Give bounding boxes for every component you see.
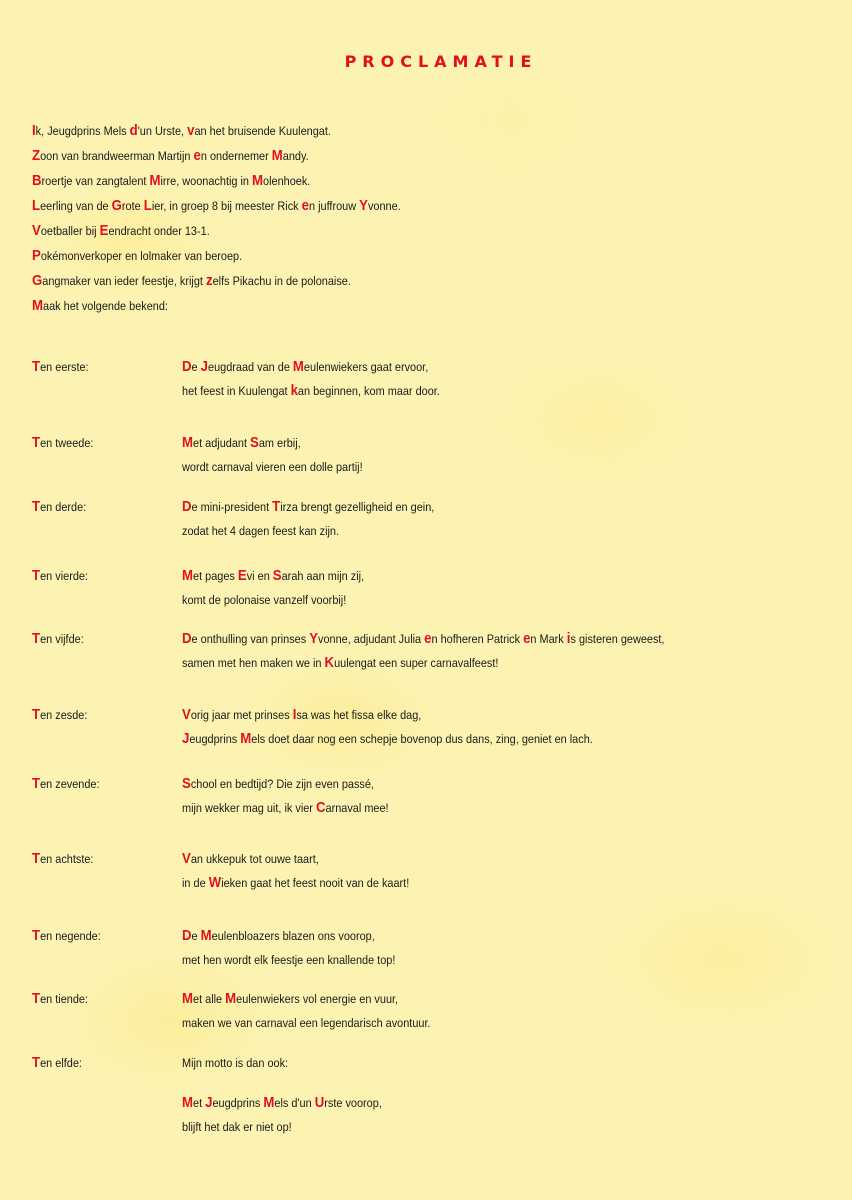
initial-letter: M xyxy=(32,297,43,314)
initial-letter: D xyxy=(182,498,192,515)
verse-line: zodat het 4 dagen feest kan zijn. xyxy=(182,524,340,538)
initial-letter: D xyxy=(182,358,192,375)
verse-line: samen met hen maken we in Kuulengat een super carnavalfeest! xyxy=(182,654,499,671)
page-title: PROCLAMATIE xyxy=(344,52,538,71)
initial-letter: I xyxy=(292,706,297,723)
verse-line: maken we van carnaval een legendarisch avontuur. xyxy=(182,1016,431,1030)
initial-letter: V xyxy=(182,850,191,867)
verse-line: mijn wekker mag uit, ik vier Carnaval mee! xyxy=(182,799,389,816)
initial-letter: e xyxy=(424,630,432,647)
initial-letter: U xyxy=(314,1094,325,1111)
entry-verse xyxy=(182,1053,409,1141)
entry-label: Ten tiende: xyxy=(32,990,88,1007)
entry-verse xyxy=(182,705,649,753)
initial-letter: M xyxy=(240,730,252,747)
initial-letter: K xyxy=(324,654,335,671)
initial-letter: L xyxy=(32,197,41,214)
verse-line: Jeugdprins Mels doet daar nog een schepje bovenop dus dans, zing, geniet en lach. xyxy=(182,730,593,747)
initial-letter: E xyxy=(237,567,247,584)
intro-line: Pokémonverkoper en lolmaker van beroep. xyxy=(32,247,243,264)
intro-line: Gangmaker van ieder feestje, krijgt zelfs Pikachu in de polonaise. xyxy=(32,272,351,289)
verse-line: Van ukkepuk tot ouwe taart, xyxy=(182,850,319,867)
verse-line: in de Wieken gaat het feest nooit van de kaart! xyxy=(182,874,410,891)
entry-verse xyxy=(182,433,387,481)
entry-label: Ten zesde: xyxy=(32,706,88,723)
entry-label: Ten eerste: xyxy=(32,358,89,375)
initial-letter: d xyxy=(129,122,138,139)
verse-line: Met alle Meulenwiekers vol energie en vuur, xyxy=(182,990,399,1007)
verse-line: School en bedtijd? Die zijn even passé, xyxy=(182,775,374,792)
intro-line: Leerling van de Grote Lier, in groep 8 bij meester Rick en juffrouw Yvonne. xyxy=(32,197,401,214)
initial-letter: z xyxy=(205,272,213,289)
initial-letter: M xyxy=(271,147,283,164)
entry-label: Ten tweede: xyxy=(32,434,94,451)
initial-letter: D xyxy=(182,927,192,944)
entry-verse xyxy=(182,357,475,405)
entry-label: Ten vijfde: xyxy=(32,630,84,647)
verse-line: De onthulling van prinses Yvonne, adjudant Julia en hofheren Patrick en Mark is gisteren geweest, xyxy=(182,630,665,647)
entry-verse xyxy=(182,774,417,822)
verse-line: het feest in Kuulengat kan beginnen, kom maar door. xyxy=(182,382,440,399)
verse-line: De Jeugdraad van de Meulenwiekers gaat ervoor, xyxy=(182,358,429,375)
initial-letter: T xyxy=(32,567,41,584)
initial-letter: C xyxy=(315,799,326,816)
initial-letter: e xyxy=(301,197,309,214)
intro-line: Broertje van zangtalent Mirre, woonachtig in Molenhoek. xyxy=(32,172,311,189)
initial-letter: V xyxy=(182,706,191,723)
entry-label: Ten elfde: xyxy=(32,1054,82,1071)
initial-letter: J xyxy=(182,730,190,747)
verse-line: wordt carnaval vieren een dolle partij! xyxy=(182,460,363,474)
initial-letter: M xyxy=(252,172,264,189)
initial-letter: S xyxy=(182,775,191,792)
entry-label: Ten achtste: xyxy=(32,850,94,867)
initial-letter: S xyxy=(250,434,259,451)
initial-letter: v xyxy=(187,122,195,139)
initial-letter: T xyxy=(32,775,41,792)
initial-letter: T xyxy=(32,706,41,723)
initial-letter: T xyxy=(32,1054,41,1071)
initial-letter: W xyxy=(208,874,222,891)
entry-verse xyxy=(182,849,440,897)
verse-line: De Meulenbloazers blazen ons voorop, xyxy=(182,927,375,944)
initial-letter: T xyxy=(32,358,41,375)
entry-verse xyxy=(182,566,389,614)
initial-letter: M xyxy=(182,434,193,451)
initial-letter: Z xyxy=(32,147,41,164)
entry-label: Ten negende: xyxy=(32,927,101,944)
verse-line: De mini-president Tirza brengt gezelligheid en gein, xyxy=(182,498,435,515)
initial-letter: L xyxy=(143,197,152,214)
initial-letter: V xyxy=(32,222,41,239)
initial-letter: M xyxy=(182,1094,193,1111)
verse-line: Vorig jaar met prinses Isa was het fissa elke dag, xyxy=(182,706,422,723)
initial-letter: T xyxy=(32,990,41,1007)
initial-letter: T xyxy=(32,927,41,944)
initial-letter: T xyxy=(32,434,41,451)
entry-verse xyxy=(182,497,469,545)
intro-line: Voetballer bij Eendracht onder 13-1. xyxy=(32,222,210,239)
initial-letter: J xyxy=(205,1094,213,1111)
intro-line: Ik, Jeugdprins Mels d'un Urste, van het bruisende Kuulengat. xyxy=(32,122,331,139)
verse-line: Met adjudant Sam erbij, xyxy=(182,434,301,451)
initial-letter: M xyxy=(182,567,193,584)
verse-line: met hen wordt elk feestje een knallende top! xyxy=(182,953,396,967)
entry-label: Ten derde: xyxy=(32,498,87,515)
initial-letter: Y xyxy=(359,197,368,214)
initial-letter: M xyxy=(263,1094,275,1111)
initial-letter: E xyxy=(99,222,109,239)
initial-letter: I xyxy=(32,122,36,139)
verse-line: blijft het dak er niet op! xyxy=(182,1120,292,1134)
verse-line: komt de polonaise vanzelf voorbij! xyxy=(182,593,347,607)
initial-letter: M xyxy=(200,927,212,944)
initial-letter: J xyxy=(200,358,209,375)
intro-block xyxy=(32,118,822,318)
initial-letter: T xyxy=(272,498,281,515)
initial-letter: k xyxy=(290,382,298,399)
initial-letter: T xyxy=(32,850,41,867)
initial-letter: G xyxy=(111,197,122,214)
initial-letter: Y xyxy=(309,630,319,647)
entry-verse xyxy=(182,989,464,1037)
initial-letter: M xyxy=(225,990,237,1007)
intro-line: Zoon van brandweerman Martijn en ondernemer Mandy. xyxy=(32,147,309,164)
initial-letter: M xyxy=(149,172,161,189)
entry-verse xyxy=(182,629,730,677)
initial-letter: S xyxy=(272,567,282,584)
initial-letter: B xyxy=(32,172,42,189)
initial-letter: M xyxy=(182,990,193,1007)
initial-letter: G xyxy=(32,272,43,289)
initial-letter: D xyxy=(182,630,192,647)
verse-line: Mijn motto is dan ook: xyxy=(182,1056,289,1070)
initial-letter: e xyxy=(193,147,201,164)
entry-label: Ten zevende: xyxy=(32,775,100,792)
initial-letter: P xyxy=(32,247,41,264)
intro-line: Maak het volgende bekend: xyxy=(32,297,168,314)
verse-line: Met Jeugdprins Mels d'un Urste voorop, xyxy=(182,1094,382,1111)
entry-label: Ten vierde: xyxy=(32,567,88,584)
initial-letter: M xyxy=(292,358,304,375)
initial-letter: i xyxy=(566,630,571,647)
initial-letter: T xyxy=(32,498,41,515)
verse-line: Met pages Evi en Sarah aan mijn zij, xyxy=(182,567,365,584)
initial-letter: T xyxy=(32,630,41,647)
initial-letter: e xyxy=(523,630,531,647)
entry-verse xyxy=(182,926,424,974)
